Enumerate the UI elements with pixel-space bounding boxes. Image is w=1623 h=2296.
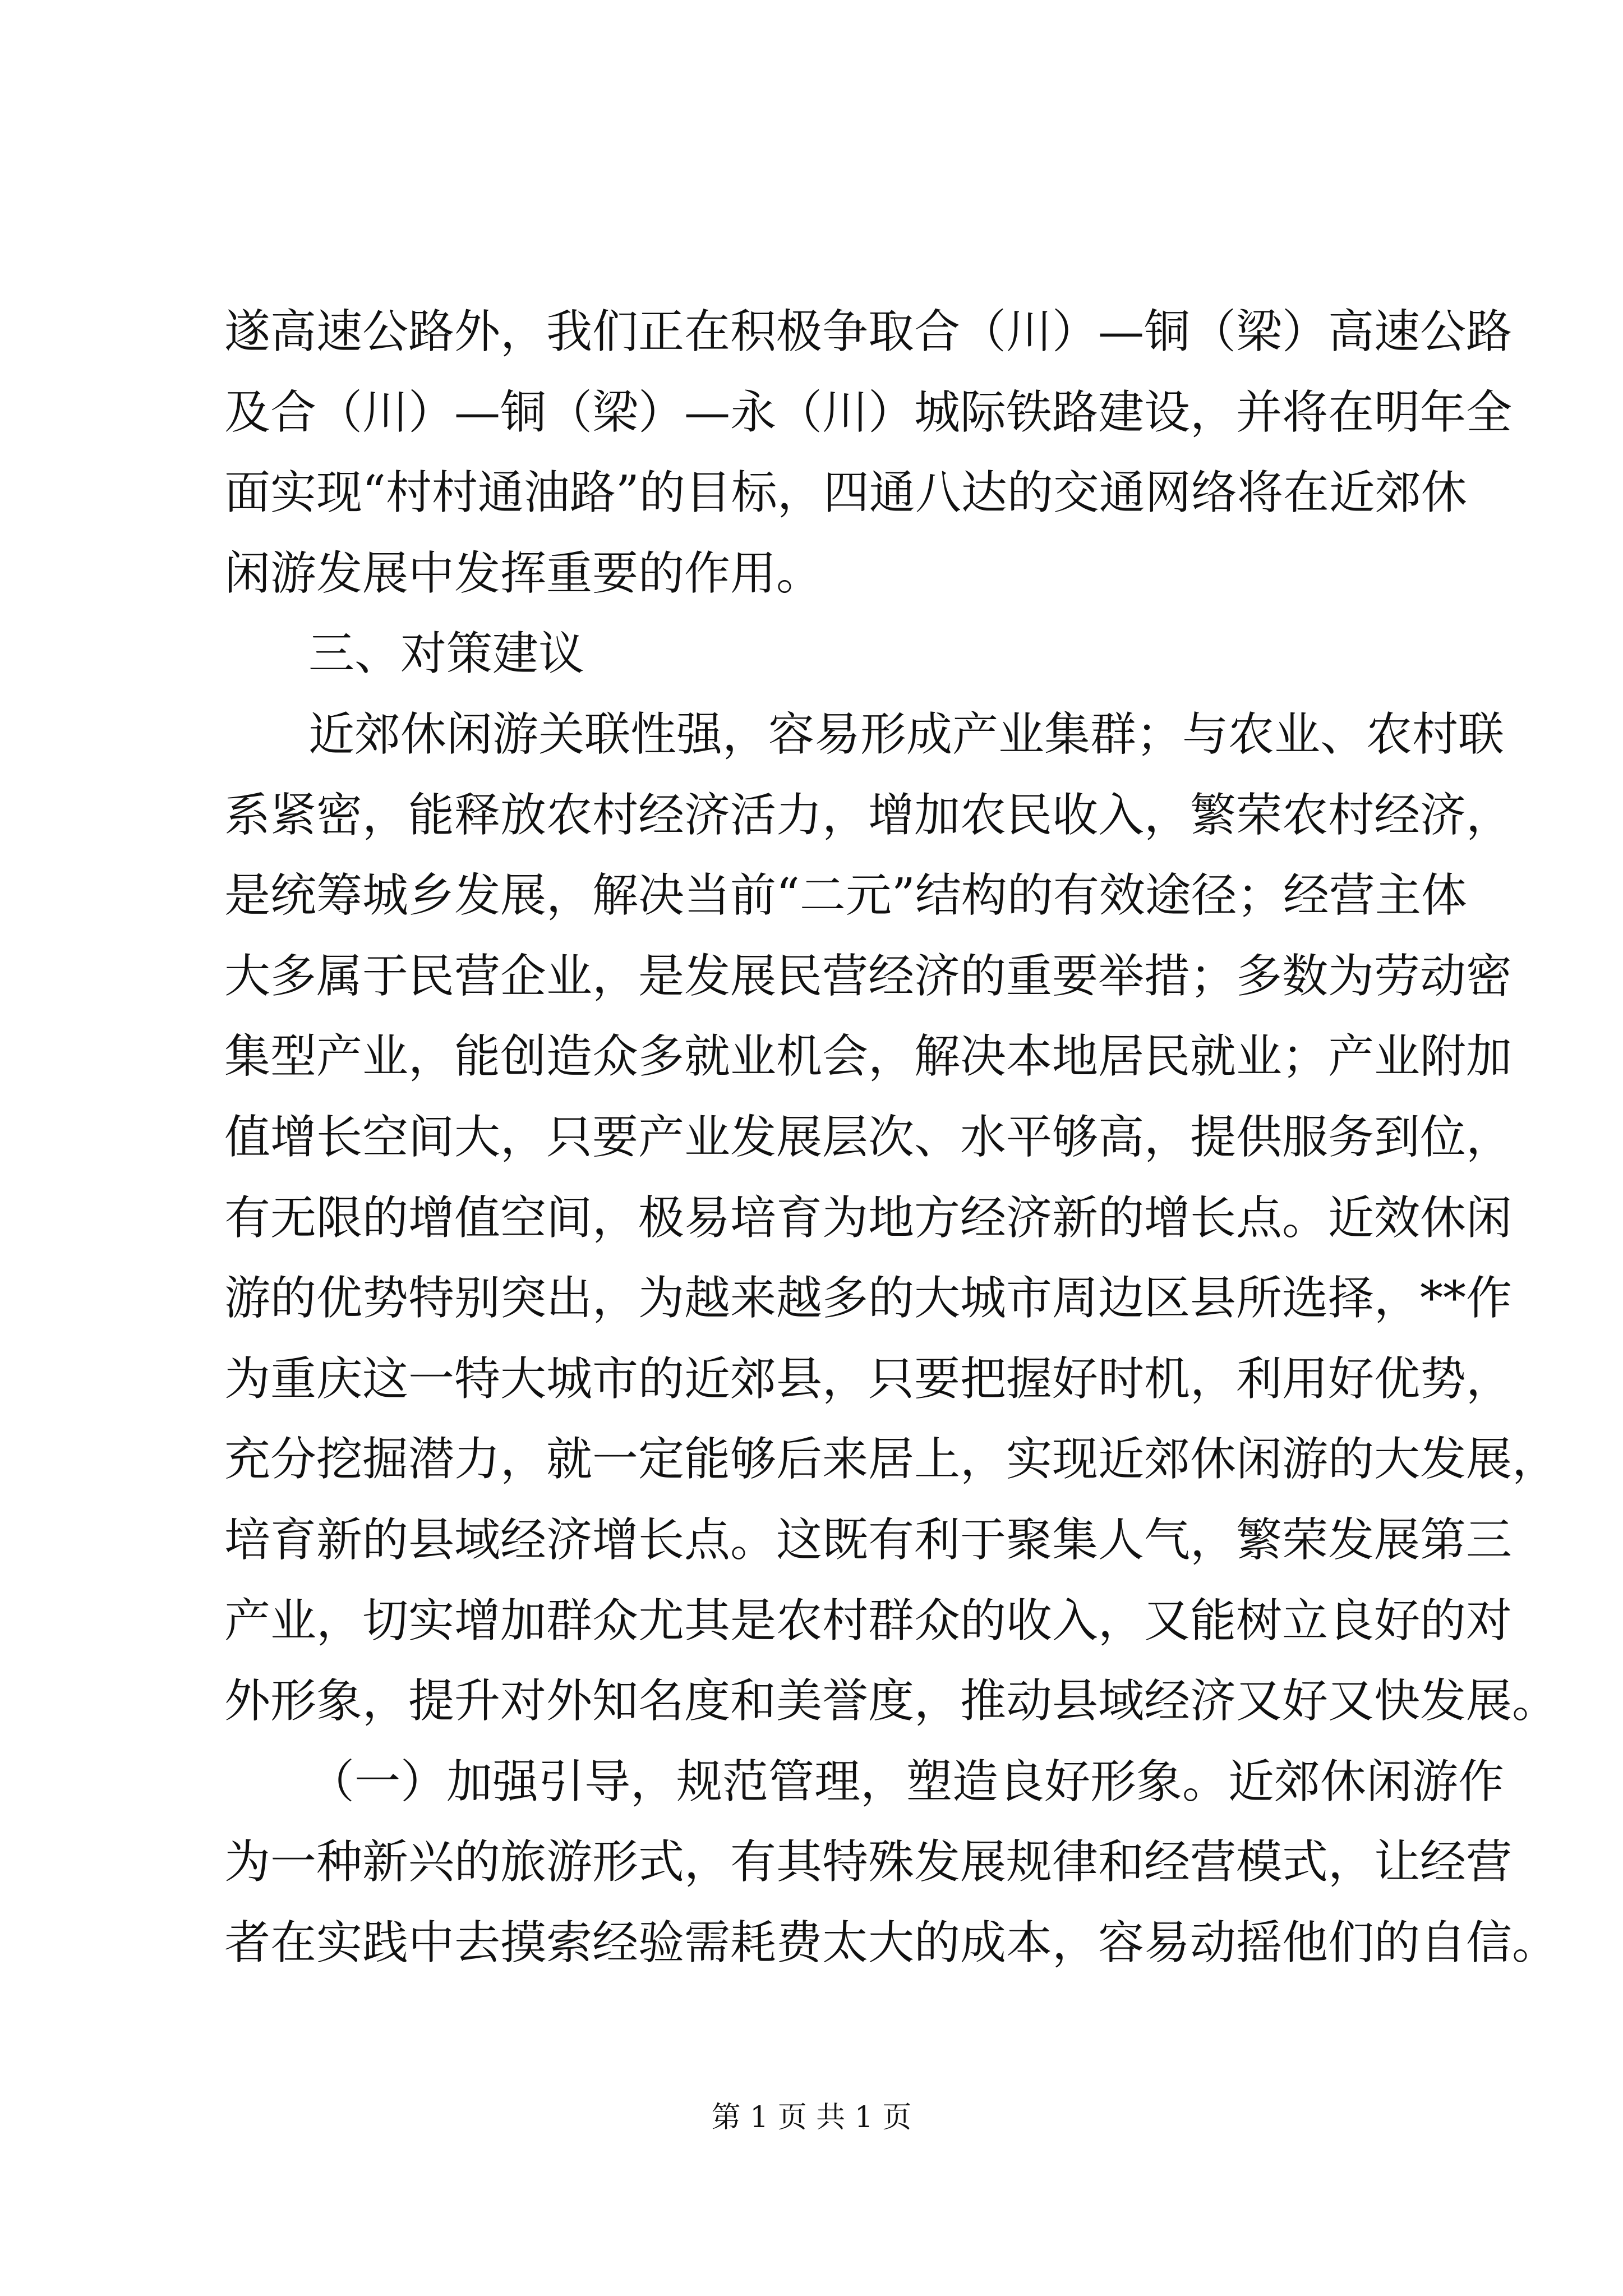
- text-line: 培育新的县域经济增长点。这既有利于聚集人气，繁荣发展第三: [224, 1513, 1513, 1567]
- text-line: 外形象，提升对外知名度和美誉度，推动县域经济又好又快发展。: [224, 1674, 1559, 1728]
- paragraph-transport: [224, 292, 1513, 614]
- section-heading: [224, 614, 1447, 694]
- text-line: 为重庆这一特大城市的近郊县，只要把握好时机，利用好优势，: [224, 1352, 1513, 1406]
- text-line: 产业，切实增加群众尤其是农村群众的收入，又能树立良好的对: [224, 1594, 1513, 1648]
- text-line: 游的优势特别突出，为越来越多的大城市周边区县所选择，**作: [224, 1272, 1513, 1326]
- text-line: 闲游发展中发挥重要的作用。: [224, 546, 823, 600]
- page-number-footer: 第 1 页 共 1 页: [711, 2101, 912, 2134]
- text-line: 遂高速公路外，我们正在积极争取合（川）—铜（梁）高速公路: [224, 305, 1513, 358]
- text-line: 者在实践中去摸索经验需耗费太大的成本，容易动摇他们的自信。: [224, 1916, 1559, 1970]
- paragraph-guidance: [224, 1742, 1559, 1984]
- document-body: [224, 292, 1559, 1983]
- text-line: 近郊休闲游关联性强，容易形成产业集群；与农业、农村联: [308, 707, 1505, 761]
- text-line: 及合（川）—铜（梁）—永（川）城际铁路建设，并将在明年全: [224, 385, 1513, 439]
- text-line: 大多属于民营企业，是发展民营经济的重要举措；多数为劳动密: [224, 949, 1513, 1003]
- paragraph-advantages: [224, 694, 1559, 1742]
- heading-text: 三、对策建议: [308, 627, 585, 681]
- text-line: 充分挖掘潜力，就一定能够后来居上，实现近郊休闲游的大发展，: [224, 1433, 1559, 1487]
- text-line: 面实现“村村通油路”的目标，四通八达的交通网络将在近郊休: [224, 466, 1467, 520]
- text-line: （一）加强引导，规范管理，塑造良好形象。近郊休闲游作: [308, 1755, 1505, 1809]
- text-line: 是统筹城乡发展，解决当前“二元”结构的有效途径；经营主体: [224, 869, 1467, 923]
- text-line: 系紧密，能释放农村经济活力，增加农民收入，繁荣农村经济，: [224, 788, 1513, 842]
- text-line: 集型产业，能创造众多就业机会，解决本地居民就业；产业附加: [224, 1030, 1513, 1084]
- text-line: 值增长空间大，只要产业发展层次、水平够高，提供服务到位，: [224, 1110, 1513, 1164]
- text-line: 有无限的增值空间，极易培育为地方经济新的增长点。近效休闲: [224, 1191, 1513, 1245]
- text-line: 为一种新兴的旅游形式，有其特殊发展规律和经营模式，让经营: [224, 1835, 1513, 1889]
